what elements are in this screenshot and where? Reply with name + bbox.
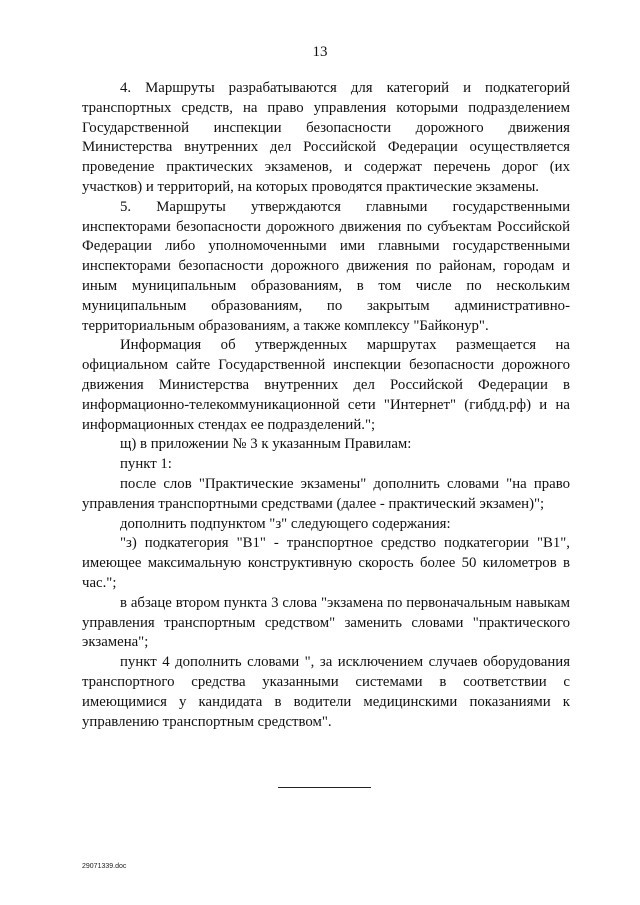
footer-document-code: 29071339.doc [82,863,127,870]
paragraph-subcategory-b1: "з) подкатегория "B1" - транспортное средство подкатегории "B1", имеющее максимальную конструктивную скорость более 50 километров в час."; [82,535,570,591]
paragraph-routes-development: 4. Маршруты разрабатываются для категорий и подкатегорий транспортных средств, на право управления которыми подразделением Государственной инспекции безопасности дорожного движения Министерства внутренних дел Российской Федерации осуществляется проведение практических экзаменов, и содержат перечень дорог (их участков) и территорий, на которых проводятся практические экзамены. [82,80,570,195]
page-number: 13 [312,44,328,60]
paragraph-routes-information: Информация об утвержденных маршрутах размещается на официальном сайте Государственной инспекции безопасности дорожного движения Министерства внутренних дел Российской Федерации в информационно-телекоммуникационной сети "Интернет" (гибдд.рф) и на информационных стендах ее подразделений."; [82,337,570,433]
end-separator-line [278,787,371,788]
paragraph-after-words: после слов "Практические экзамены" дополнить словами "на право управления транспортными средствами (далее - практический экзамен)"; [82,475,570,512]
paragraph-appendix-3: щ) в приложении № 3 к указанным Правилам: [120,436,412,453]
document-body [82,79,570,732]
paragraph-point-3-replace: в абзаце втором пункта 3 слова "экзамена по первоначальным навыкам управления транспортным средством" заменить словами "практического экзамена"; [82,594,570,651]
paragraph-routes-approval: 5. Маршруты утверждаются главными государственными инспекторами безопасности дорожного движения по субъектам Российской Федерации либо уполномоченными ими главными государственными инспекторами безопасности дорожного движения по районам, городам и иным муниципальным образованиям, в том числе по нескольким муниципальным образованиям, по закрытым административно-территориальным образованиям, а также комплексу "Байконур". [82,198,570,334]
paragraph-add-subpoint: дополнить подпунктом "з" следующего содержания: [120,515,451,532]
paragraph-point-4-add: пункт 4 дополнить словами ", за исключением случаев оборудования транспортного средства указанными системами в соответствии с имеющимися у кандидата в водители медицинскими показаниями к управлению транспортным средством". [82,654,570,730]
paragraph-point-1: пункт 1: [120,456,172,473]
